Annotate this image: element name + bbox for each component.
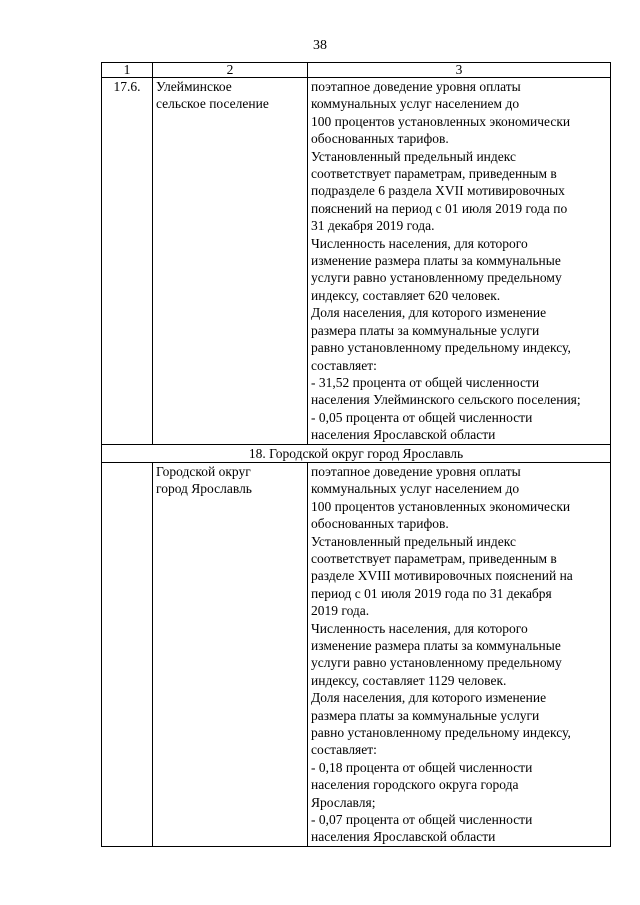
text-line: населения городского округа города	[311, 777, 519, 793]
text-line: составляет:	[311, 357, 377, 373]
text-line: коммунальных услуг населением до	[311, 96, 520, 112]
text-line: населения Улейминского сельского поселения;	[311, 392, 581, 408]
text-line: период с 01 июля 2019 года по 31 декабря	[311, 585, 552, 601]
text-line: соответствует параметрам, приведенным в	[311, 550, 557, 566]
text-line: 100 процентов установленных экономически	[311, 113, 571, 129]
section-heading: 18. Городской округ город Ярославль	[102, 444, 611, 462]
text-line: услуги равно установленному предельному	[311, 655, 562, 671]
text-line: разделе XVIII мотивировочных пояснений на	[311, 568, 573, 584]
text-line: Доля населения, для которого изменение	[311, 690, 547, 706]
text-line: размера платы за коммунальные услуги	[311, 707, 540, 723]
section-heading-row	[102, 444, 611, 462]
table-header-row	[102, 63, 611, 78]
text-line: населения Ярославской области	[311, 427, 496, 443]
text-line: Ярославля;	[311, 794, 376, 810]
column-header-3: 3	[308, 63, 611, 78]
text-line: равно установленному предельному индексу,	[311, 725, 571, 741]
text-line: 31 декабря 2019 года.	[311, 218, 435, 234]
text-line: поэтапное доведение уровня оплаты	[311, 79, 521, 94]
text-line: размера платы за коммунальные услуги	[311, 322, 540, 338]
text-line: - 0,18 процента от общей численности	[311, 759, 533, 775]
text-line: Установленный предельный индекс	[311, 533, 516, 549]
text-line: Численность населения, для которого	[311, 235, 528, 251]
row-number	[102, 462, 153, 846]
text-line: 100 процентов установленных экономически	[311, 498, 571, 514]
row-number: 17.6.	[102, 78, 153, 445]
text-line: Численность населения, для которого	[311, 620, 528, 636]
table-row-18	[102, 462, 611, 846]
text-line: индексу, составляет 1129 человек.	[311, 672, 507, 688]
text-line: населения Ярославской области	[311, 829, 496, 845]
text-line: индексу, составляет 620 человек.	[311, 287, 501, 303]
text-line: равно установленному предельному индексу,	[311, 340, 571, 356]
description-cell	[308, 462, 611, 846]
municipality-name-cell	[153, 78, 308, 445]
text-line: - 0,07 процента от общей численности	[311, 812, 533, 828]
text-line: подразделе 6 раздела XVII мотивировочных	[311, 183, 565, 199]
table-row-17-6	[102, 78, 611, 445]
text-line: сельское поселение	[156, 96, 269, 112]
page-number: 38	[313, 38, 327, 53]
text-line: - 0,05 процента от общей численности	[311, 409, 533, 425]
column-header-2: 2	[153, 63, 308, 78]
municipality-name-cell	[153, 462, 308, 846]
text-line: обоснованных тарифов.	[311, 131, 449, 147]
text-line: - 31,52 процента от общей численности	[311, 374, 540, 390]
column-header-1: 1	[102, 63, 153, 78]
text-line: Доля населения, для которого изменение	[311, 305, 547, 321]
text-line: 2019 года.	[311, 603, 370, 619]
text-line: пояснений на период с 01 июля 2019 года по	[311, 200, 568, 216]
text-line: обоснованных тарифов.	[311, 516, 449, 532]
text-line: поэтапное доведение уровня оплаты	[311, 463, 521, 479]
text-line: изменение размера платы за коммунальные	[311, 253, 561, 269]
text-line: Установленный предельный индекс	[311, 148, 516, 164]
text-line: изменение размера платы за коммунальные	[311, 638, 561, 653]
text-line: соответствует параметрам, приведенным в	[311, 166, 557, 182]
text-line: Городской округ	[156, 463, 251, 479]
text-line: составляет:	[311, 742, 377, 758]
description-cell	[308, 78, 611, 445]
text-line: город Ярославль	[156, 481, 252, 497]
text-line: Улейминское	[156, 79, 232, 94]
text-line: коммунальных услуг населением до	[311, 481, 520, 497]
text-line: услуги равно установленному предельному	[311, 270, 562, 286]
document-table	[101, 62, 611, 847]
